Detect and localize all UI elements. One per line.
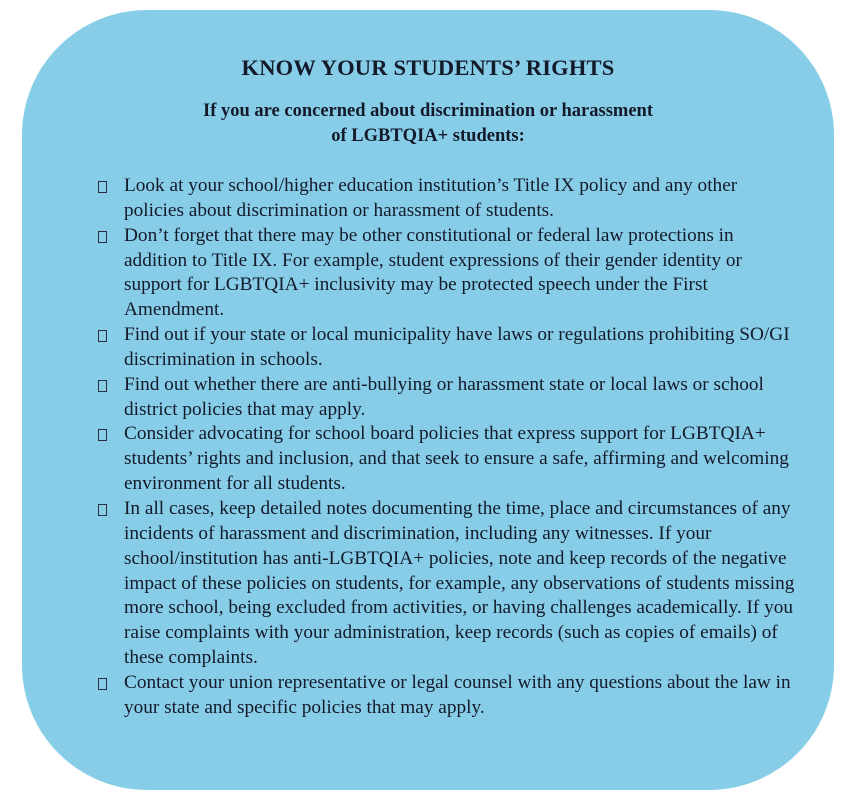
list-item-text: Don’t forget that there may be other constitutional or federal law protections in addition to Title IX. For example, student expressions of their gender identity or support for LGBTQIA+ inclusivity may be protected speech under the First Amendment.	[124, 224, 742, 321]
subtitle-line-2: of LGBTQIA+ students:	[331, 126, 525, 146]
list-item-text: Consider advocating for school board policies that express support for LGBTQIA+ students’ rights and inclusion, and that seek to ensure a safe, affirming and welcoming environment for all students.	[124, 423, 789, 495]
rights-panel	[22, 10, 834, 790]
square-bullet-icon	[98, 181, 107, 193]
subtitle	[22, 99, 834, 149]
page-title: KNOW YOUR STUDENTS’ RIGHTS	[241, 55, 615, 80]
square-bullet-icon	[98, 380, 107, 392]
rights-list	[98, 174, 798, 721]
square-bullet-icon	[98, 504, 107, 516]
list-item-text: Look at your school/higher education institution’s Title IX policy and any other policies about discrimination or harassment of students.	[124, 175, 738, 221]
list-item	[98, 323, 798, 373]
subtitle-line-1: If you are concerned about discrimination or harassment	[203, 101, 653, 121]
list-item	[98, 373, 798, 423]
list-item	[98, 224, 798, 323]
list-item	[98, 497, 798, 671]
list-item-text: Contact your union representative or legal counsel with any questions about the law in your state and specific policies that may apply.	[124, 671, 791, 718]
list-item	[98, 174, 798, 224]
list-item-text: Find out if your state or local municipality have laws or regulations prohibiting SO/GI discrimination in schools.	[124, 324, 790, 370]
square-bullet-icon	[98, 231, 107, 243]
square-bullet-icon	[98, 330, 107, 342]
square-bullet-icon	[98, 429, 107, 441]
list-item	[98, 422, 798, 497]
list-item-text: Find out whether there are anti-bullying or harassment state or local laws or school district policies that may apply.	[124, 373, 764, 420]
square-bullet-icon	[98, 678, 107, 690]
list-item	[98, 671, 798, 721]
list-item-text: In all cases, keep detailed notes documenting the time, place and circumstances of any incidents of harassment and discrimination, including any witnesses. If your school/institution has anti-LGBTQIA+ policies, note and keep records of the negative impact of these policies on students, for example, any observations of students missing more school, being excluded from activities, or having challenges academically. If you raise complaints with your administration, keep records (such as copies of emails) of these complaints.	[124, 497, 795, 669]
